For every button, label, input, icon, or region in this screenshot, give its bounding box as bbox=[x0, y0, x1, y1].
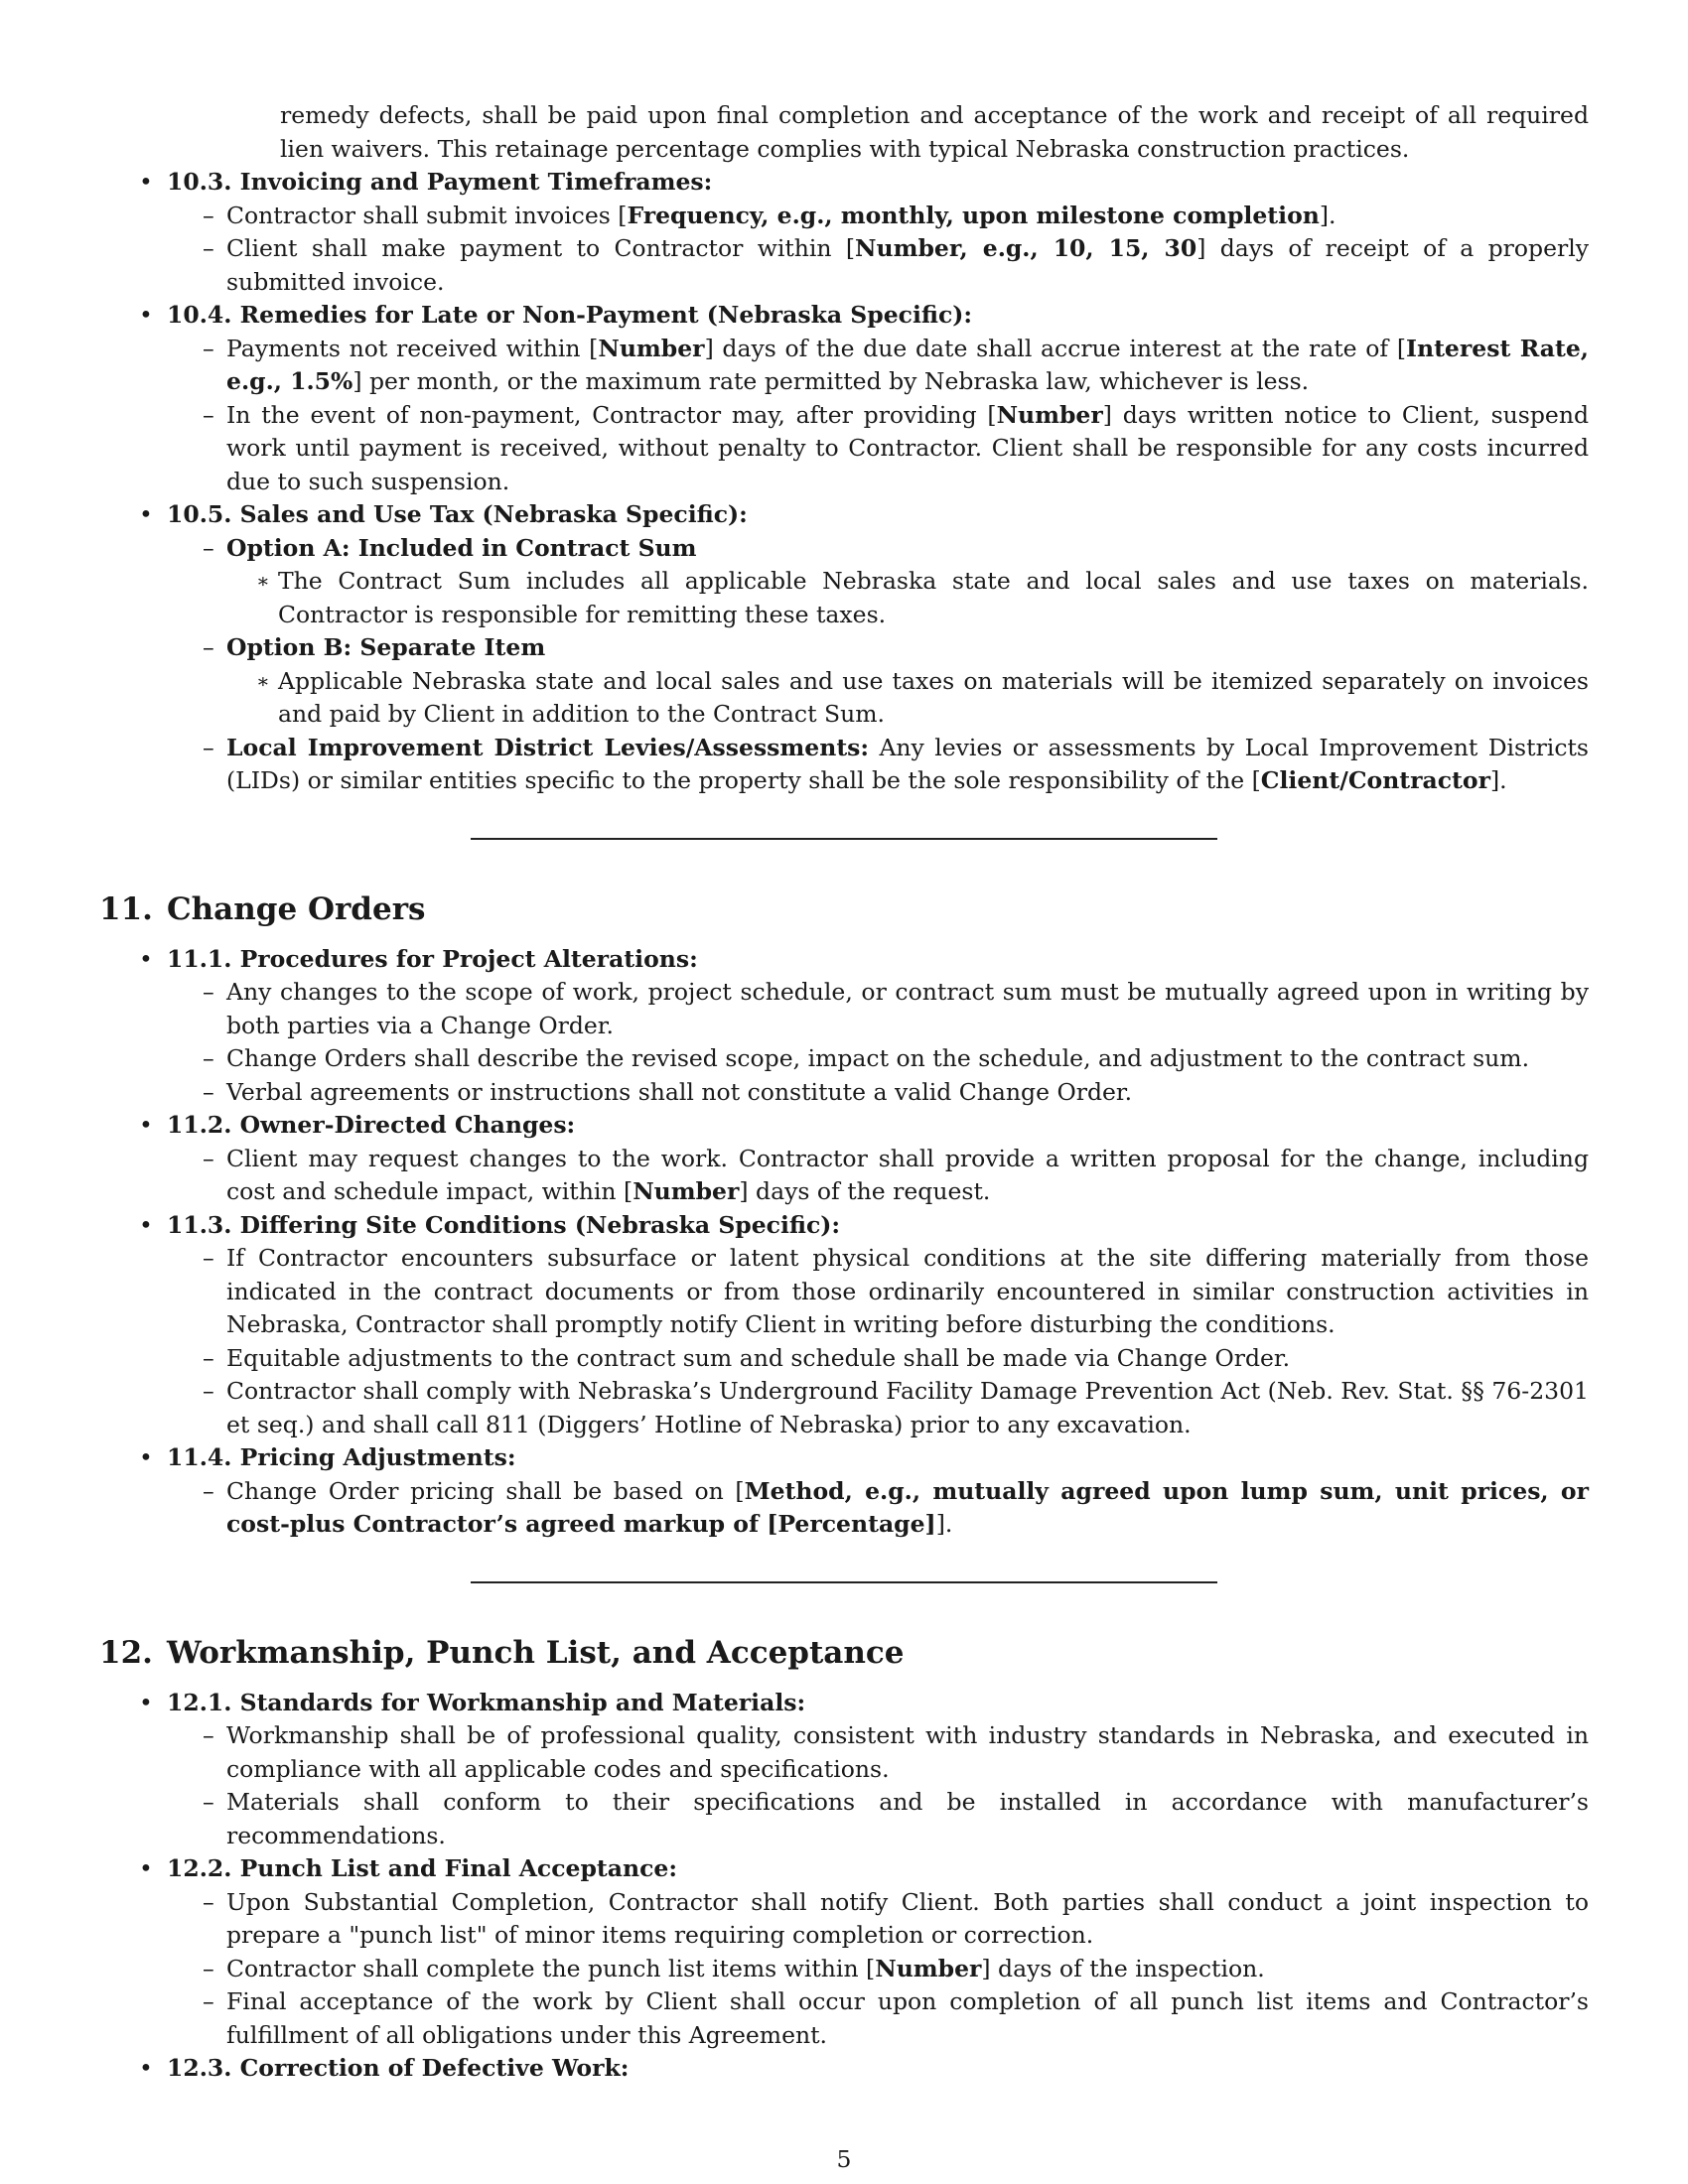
clause-10-4 bbox=[99, 299, 1589, 498]
page-number: 5 bbox=[836, 2145, 852, 2173]
clause-title: 12.1. Standards for Workmanship and Materials: bbox=[167, 1688, 806, 1716]
clause-title: 12.3. Correction of Defective Work: bbox=[167, 2054, 630, 2082]
clause-title: 11.4. Pricing Adjustments: bbox=[167, 1443, 516, 1471]
clause-title: 10.3. Invoicing and Payment Timeframes: bbox=[167, 168, 713, 196]
clause-12-2 bbox=[99, 1852, 1589, 2052]
list-item: – Contractor shall submit invoices [Frequency, e.g., monthly, upon milestone completion]. bbox=[167, 200, 1589, 233]
list-item: ∗ The Contract Sum includes all applicable Nebraska state and local sales and use taxes on materials. Contractor is responsible for remitting these taxes. bbox=[226, 565, 1589, 631]
list-item: – In the event of non-payment, Contractor may, after providing [Number] days written notice to Client, suspend work until payment is received, without penalty to Contractor. Client shall be responsible for any costs incurred due to such suspension. bbox=[167, 399, 1589, 499]
list-item: – Client may request changes to the work. Contractor shall provide a written proposal for the change, including cost and schedule impact, within [Number] days of the request. bbox=[167, 1143, 1589, 1209]
clause-title: 11.2. Owner-Directed Changes: bbox=[167, 1111, 576, 1139]
clause-11-1 bbox=[99, 943, 1589, 1110]
clause-title: 11.3. Differing Site Conditions (Nebraska Specific): bbox=[167, 1210, 841, 1239]
document-page bbox=[99, 99, 1589, 2086]
list-item: – Contractor shall comply with Nebraska’s Underground Facility Damage Prevention Act (Neb. Rev. Stat. §§ 76-2301 et seq.) and shall call 811 (Diggers’ Hotline of Nebraska) prior to any excavation. bbox=[167, 1375, 1589, 1441]
list-item: – Verbal agreements or instructions shall not constitute a valid Change Order. bbox=[167, 1076, 1589, 1110]
section-heading-11: 11. Change Orders bbox=[99, 890, 426, 927]
list-item: – Change Orders shall describe the revised scope, impact on the schedule, and adjustment to the contract sum. bbox=[167, 1042, 1589, 1076]
list-item: – Final acceptance of the work by Client shall occur upon completion of all punch list items and Contractor’s fulfillment of all obligations under this Agreement. bbox=[167, 1985, 1589, 2052]
list-item: – Equitable adjustments to the contract sum and schedule shall be made via Change Order. bbox=[167, 1342, 1589, 1376]
clause-11-2 bbox=[99, 1109, 1589, 1209]
list-item: – Option B: Separate Item ∗ Applicable Nebraska state and local sales and use taxes on materials will be itemized separately on invoices and paid by Client in addition to the Contract Sum. bbox=[167, 631, 1589, 732]
list-item: – Change Order pricing shall be based on [Method, e.g., mutually agreed upon lump sum, unit prices, or cost-plus Contractor’s agreed markup of [Percentage]]. bbox=[167, 1475, 1589, 1542]
clause-title: 12.2. Punch List and Final Acceptance: bbox=[167, 1854, 678, 1882]
list-item: – Payments not received within [Number] days of the due date shall accrue interest at the rate of [Interest Rate, e.g., 1.5%] per month, or the maximum rate permitted by Nebraska law, whichever is less. bbox=[167, 333, 1589, 399]
list-item: – Option A: Included in Contract Sum ∗ The Contract Sum includes all applicable Nebraska state and local sales and use taxes on materials. Contractor is responsible for remitting these taxes. bbox=[167, 532, 1589, 632]
clause-10-3 bbox=[99, 166, 1589, 299]
list-item: – Workmanship shall be of professional quality, consistent with industry standards in Nebraska, and executed in compliance with all applicable codes and specifications. bbox=[167, 1719, 1589, 1786]
list-item: – Any changes to the scope of work, project schedule, or contract sum must be mutually agreed upon in writing by both parties via a Change Order. bbox=[167, 976, 1589, 1042]
clause-title: 11.1. Procedures for Project Alterations: bbox=[167, 944, 698, 973]
list-item: – Contractor shall complete the punch list items within [Number] days of the inspection. bbox=[167, 1953, 1589, 1986]
list-item: – Upon Substantial Completion, Contractor shall notify Client. Both parties shall conduct a joint inspection to prepare a "punch list" of minor items requiring completion or correction. bbox=[167, 1886, 1589, 1953]
clause-12-1 bbox=[99, 1687, 1589, 1853]
clause-11-4 bbox=[99, 1441, 1589, 1542]
list-item: – If Contractor encounters subsurface or latent physical conditions at the site differing materially from those indicated in the contract documents or from those ordinarily encountered in similar construction activities in Nebraska, Contractor shall promptly notify Client in writing before disturbing the conditions. bbox=[167, 1242, 1589, 1342]
clause-title: 10.4. Remedies for Late or Non-Payment (Nebraska Specific): bbox=[167, 301, 973, 329]
continuation-paragraph: remedy defects, shall be paid upon final completion and acceptance of the work and receipt of all required lien waivers. This retainage percentage complies with typical Nebraska construction practices. bbox=[280, 101, 1589, 163]
clause-12-3 bbox=[99, 2052, 1589, 2086]
section-12-list bbox=[99, 1687, 1589, 2086]
section-11-list bbox=[99, 943, 1589, 1542]
clause-10-5 bbox=[99, 498, 1589, 798]
section-divider bbox=[471, 1581, 1217, 1583]
section-10-list bbox=[99, 166, 1589, 798]
section-heading-12: 12. Workmanship, Punch List, and Acceptance bbox=[99, 1634, 905, 1671]
list-item: – Client shall make payment to Contractor within [Number, e.g., 10, 15, 30] days of receipt of a properly submitted invoice. bbox=[167, 232, 1589, 299]
list-item: – Local Improvement District Levies/Assessments: Any levies or assessments by Local Improvement Districts (LIDs) or similar entities specific to the property shall be the sole responsibility of the [Client/Contractor]. bbox=[167, 732, 1589, 798]
section-divider bbox=[471, 838, 1217, 840]
clause-11-3 bbox=[99, 1209, 1589, 1442]
list-item: – Materials shall conform to their specifications and be installed in accordance with manufacturer’s recommendations. bbox=[167, 1786, 1589, 1852]
list-item: ∗ Applicable Nebraska state and local sales and use taxes on materials will be itemized separately on invoices and paid by Client in addition to the Contract Sum. bbox=[226, 665, 1589, 732]
clause-title: 10.5. Sales and Use Tax (Nebraska Specific): bbox=[167, 500, 748, 528]
